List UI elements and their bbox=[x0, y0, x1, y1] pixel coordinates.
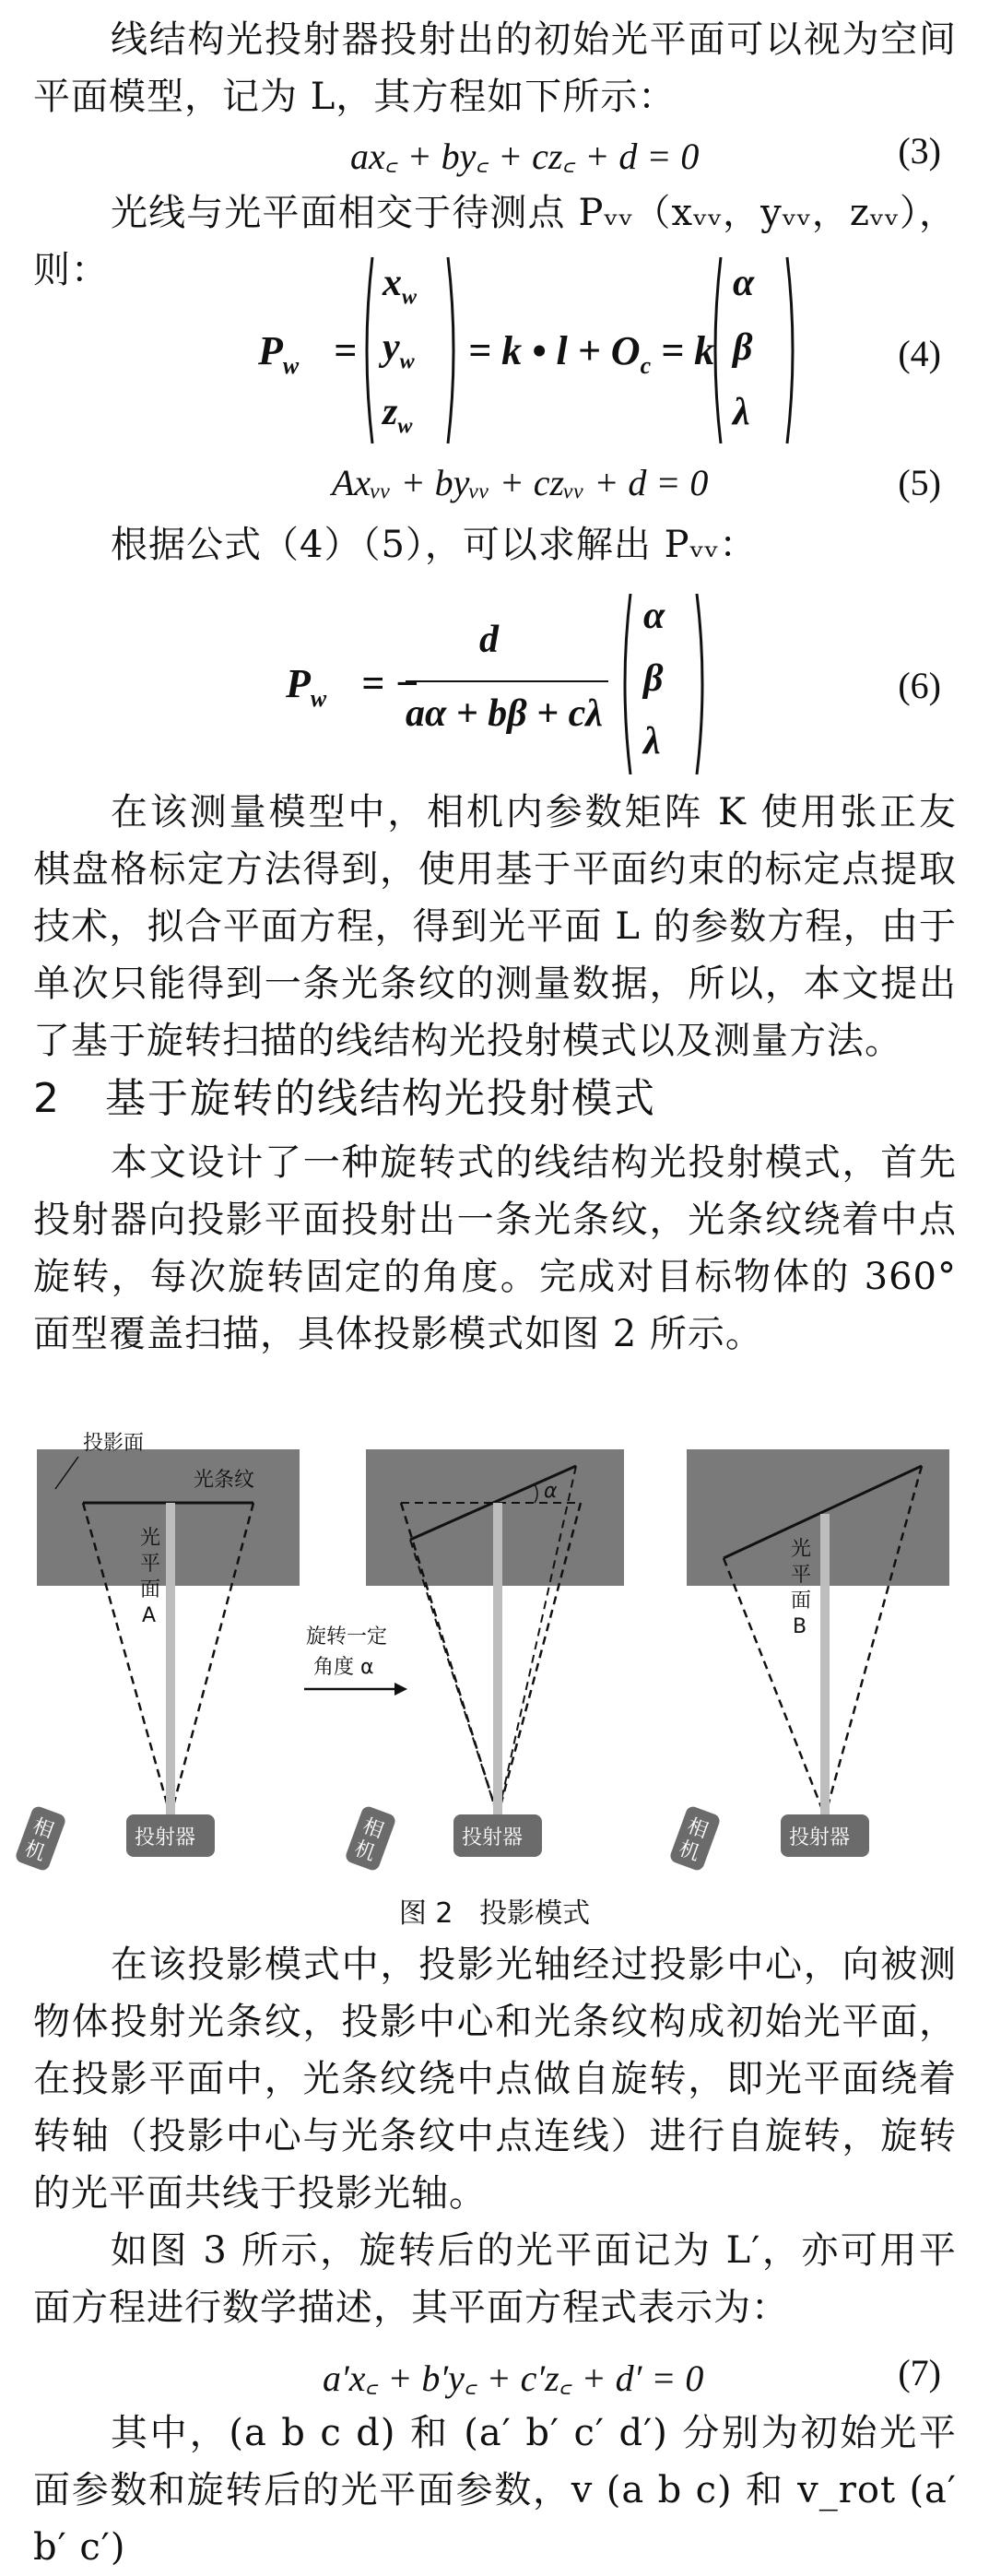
equation-3: ax꜀ + by꜀ + cz꜀ + d = 0 bbox=[350, 136, 700, 177]
paragraph-3: 根据公式（4）（5），可以求解出 Pᵥᵥ： bbox=[111, 524, 758, 566]
svg-text:机: 机 bbox=[21, 1837, 49, 1866]
svg-text:光: 光 bbox=[791, 1538, 812, 1561]
rotate-text-2: 角度 α bbox=[313, 1656, 374, 1679]
section-heading: 2 基于旋转的线结构光投射模式 bbox=[33, 1075, 656, 1122]
svg-text:相: 相 bbox=[359, 1814, 387, 1844]
equation-4-number: (4) bbox=[898, 333, 941, 374]
figure-2-caption: 图 2 投影模式 bbox=[398, 1897, 591, 1930]
equation-5-number: (5) bbox=[898, 462, 941, 503]
svg-text:相: 相 bbox=[29, 1814, 57, 1844]
beam-axis-3 bbox=[820, 1514, 830, 1816]
svg-text:机: 机 bbox=[351, 1837, 379, 1866]
equation-3-number: (3) bbox=[898, 130, 941, 171]
paragraph-4: 在该测量模型中，相机内参数矩阵 K 使用张正友棋盘格标定方法得到，使用基于平面约束的标定点提取技术，拟合平面方程，得到光平面 L 的参数方程，由于单次只能得到一条光条纹的测量数据，所以，本文提出了基于旋转扫描的线结构光投射模式以及测量方法。 bbox=[33, 791, 957, 1062]
paragraph-8: 其中，(a b c d) 和 (a′ b′ c′ d′) 分别为初始光平面参数和旋转后的光平面参数，v (a b c) 和 v_rot (a′ b′ c′) bbox=[33, 2412, 957, 2569]
figure-2-projection-modes bbox=[21, 1429, 959, 1881]
paragraph-2: 光线与光平面相交于待测点 Pᵥᵥ（xᵥᵥ，yᵥᵥ，zᵥᵥ），则： bbox=[33, 192, 957, 291]
svg-text:平: 平 bbox=[140, 1553, 161, 1576]
paragraph-6: 在该投影模式中，投影光轴经过投影中心，向被测物体投射光条纹，投影中心和光条纹构成初始光平面，在投影平面中，光条纹绕中点做自旋转，即光平面绕着转轴（投影中心与光条纹中点连线）进行自旋转，旋转的光平面共线于投影光轴。 bbox=[33, 1944, 957, 2215]
svg-text:机: 机 bbox=[676, 1837, 703, 1866]
label-light-stripe: 光条纹 bbox=[194, 1469, 255, 1492]
svg-text:面: 面 bbox=[791, 1589, 812, 1613]
equation-4: $P_w$ = $x_w$ $y_w$ $z_w$ = k • $l + O_c = k$ α β λ bbox=[258, 254, 811, 456]
svg-text:光: 光 bbox=[140, 1527, 161, 1550]
svg-text:投射器: 投射器 bbox=[135, 1826, 196, 1849]
equation-7-number: (7) bbox=[898, 2352, 941, 2393]
svg-text:α: α bbox=[544, 1480, 558, 1503]
beam-axis-1 bbox=[166, 1503, 175, 1816]
paragraph-5: 本文设计了一种旋转式的线结构光投射模式，首先投射器向投影平面投射出一条光条纹，光条纹绕着中点旋转，每次旋转固定的角度。完成对目标物体的 360° 面型覆盖扫描，具体投影模式如图 2 所示。 bbox=[33, 1141, 957, 1355]
svg-text:投射器: 投射器 bbox=[462, 1826, 524, 1849]
equation-6-number: (6) bbox=[898, 665, 941, 706]
paragraph-1: 线结构光投射器投射出的初始光平面可以视为空间平面模型，记为 L，其方程如下所示： bbox=[33, 18, 957, 118]
beam-axis-2 bbox=[493, 1503, 502, 1816]
svg-text:投射器: 投射器 bbox=[789, 1826, 851, 1849]
fraction-bar bbox=[406, 680, 608, 682]
label-projection-plane: 投影面 bbox=[83, 1432, 145, 1455]
equation-7: a′x꜀ + b′y꜀ + c′z꜀ + d′ = 0 bbox=[323, 2357, 704, 2399]
svg-text:平: 平 bbox=[791, 1564, 812, 1587]
equation-6: $P_w$ = − d aα + bβ + cλ α β λ bbox=[286, 590, 765, 784]
svg-text:A: A bbox=[142, 1604, 157, 1627]
rotate-text-1: 旋转一定 bbox=[306, 1625, 388, 1648]
equation-5: Axᵥᵥ + byᵥᵥ + czᵥᵥ + d = 0 bbox=[332, 462, 709, 503]
svg-text:面: 面 bbox=[140, 1578, 161, 1601]
svg-text:相: 相 bbox=[684, 1814, 712, 1844]
paragraph-7: 如图 3 所示，旋转后的光平面记为 L′，亦可用平面方程进行数学描述，其平面方程式表示为： bbox=[33, 2229, 957, 2329]
svg-text:B: B bbox=[793, 1615, 807, 1638]
